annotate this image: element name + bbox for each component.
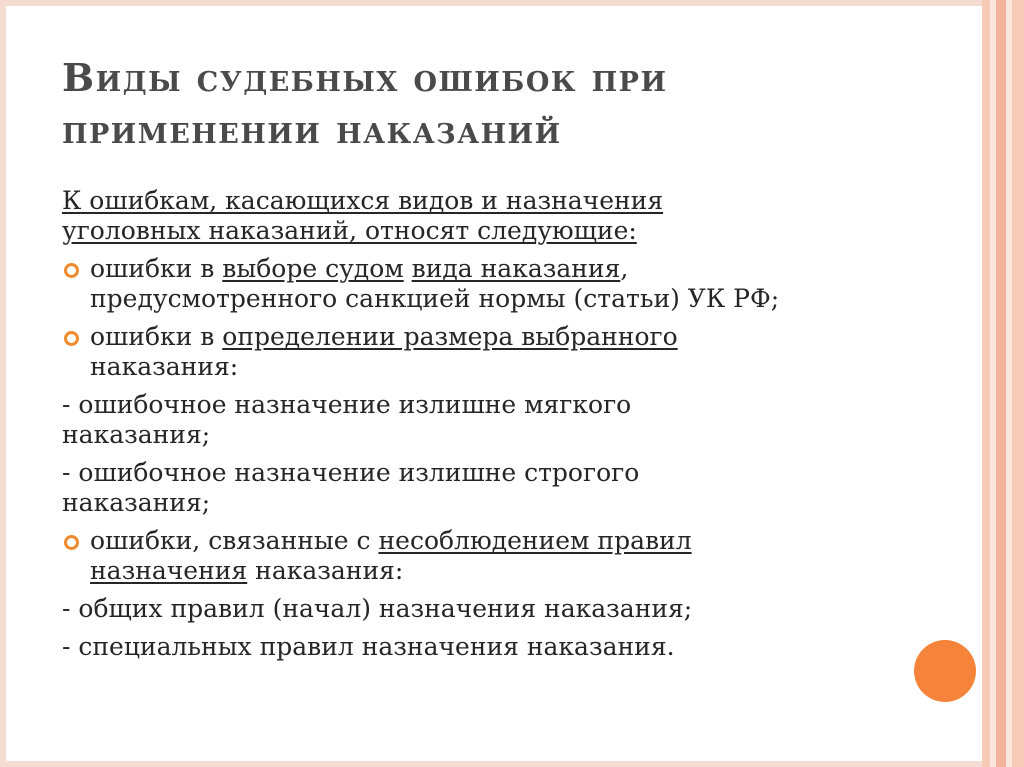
bullet3-tail: наказания: <box>247 556 404 585</box>
intro-line-1: К ошибкам, касающихся видов и назначения <box>62 186 664 215</box>
bullet1-line-2: предусмотренного санкцией нормы (статьи) УК РФ; <box>90 284 780 313</box>
dash2-line-2: наказания; <box>62 488 211 517</box>
decorative-stripes <box>982 0 1024 767</box>
bullet3-text: ошибки, связанные с <box>90 526 379 555</box>
bullet-ring-icon <box>64 263 79 278</box>
dash-item-1 <box>62 390 932 450</box>
bullet1-underlined-2: вида наказания <box>411 254 621 283</box>
dash-item-2 <box>62 458 932 518</box>
bullet-ring-icon <box>64 331 79 346</box>
bullet1-comma: , <box>620 254 629 283</box>
bullet-item-2 <box>62 322 932 382</box>
slide-body <box>62 186 932 670</box>
dash-item-4: - специальных правил назначения наказания. <box>62 632 675 661</box>
bullet-ring-icon <box>64 535 79 550</box>
bullet2-line-2: наказания: <box>90 352 239 381</box>
bullet2-underlined: определении размера выбранного <box>222 322 678 351</box>
bullet-item-1 <box>62 254 932 314</box>
bullet-item-3 <box>62 526 932 586</box>
dash-item-3: - общих правил (начал) назначения наказания; <box>62 594 693 623</box>
bullet1-underlined-1: выборе судом <box>222 254 404 283</box>
bullet3-underlined-1: несоблюдением правил <box>378 526 692 555</box>
bullet2-text: ошибки в <box>90 322 223 351</box>
slide-title <box>62 52 942 156</box>
intro-paragraph <box>62 186 932 246</box>
bullet3-underlined-2: назначения <box>90 556 248 585</box>
title-line-1: Виды судебных ошибок при <box>62 55 668 100</box>
intro-line-2: уголовных наказаний, относят следующие: <box>62 216 637 245</box>
bullet1-space <box>404 254 412 283</box>
decorative-circle <box>914 640 976 702</box>
dash1-line-1: - ошибочное назначение излишне мягкого <box>62 390 632 419</box>
dash2-line-1: - ошибочное назначение излишне строгого <box>62 458 640 487</box>
bullet1-text: ошибки в <box>90 254 223 283</box>
dash1-line-2: наказания; <box>62 420 211 449</box>
title-line-2: применении наказаний <box>62 107 562 152</box>
